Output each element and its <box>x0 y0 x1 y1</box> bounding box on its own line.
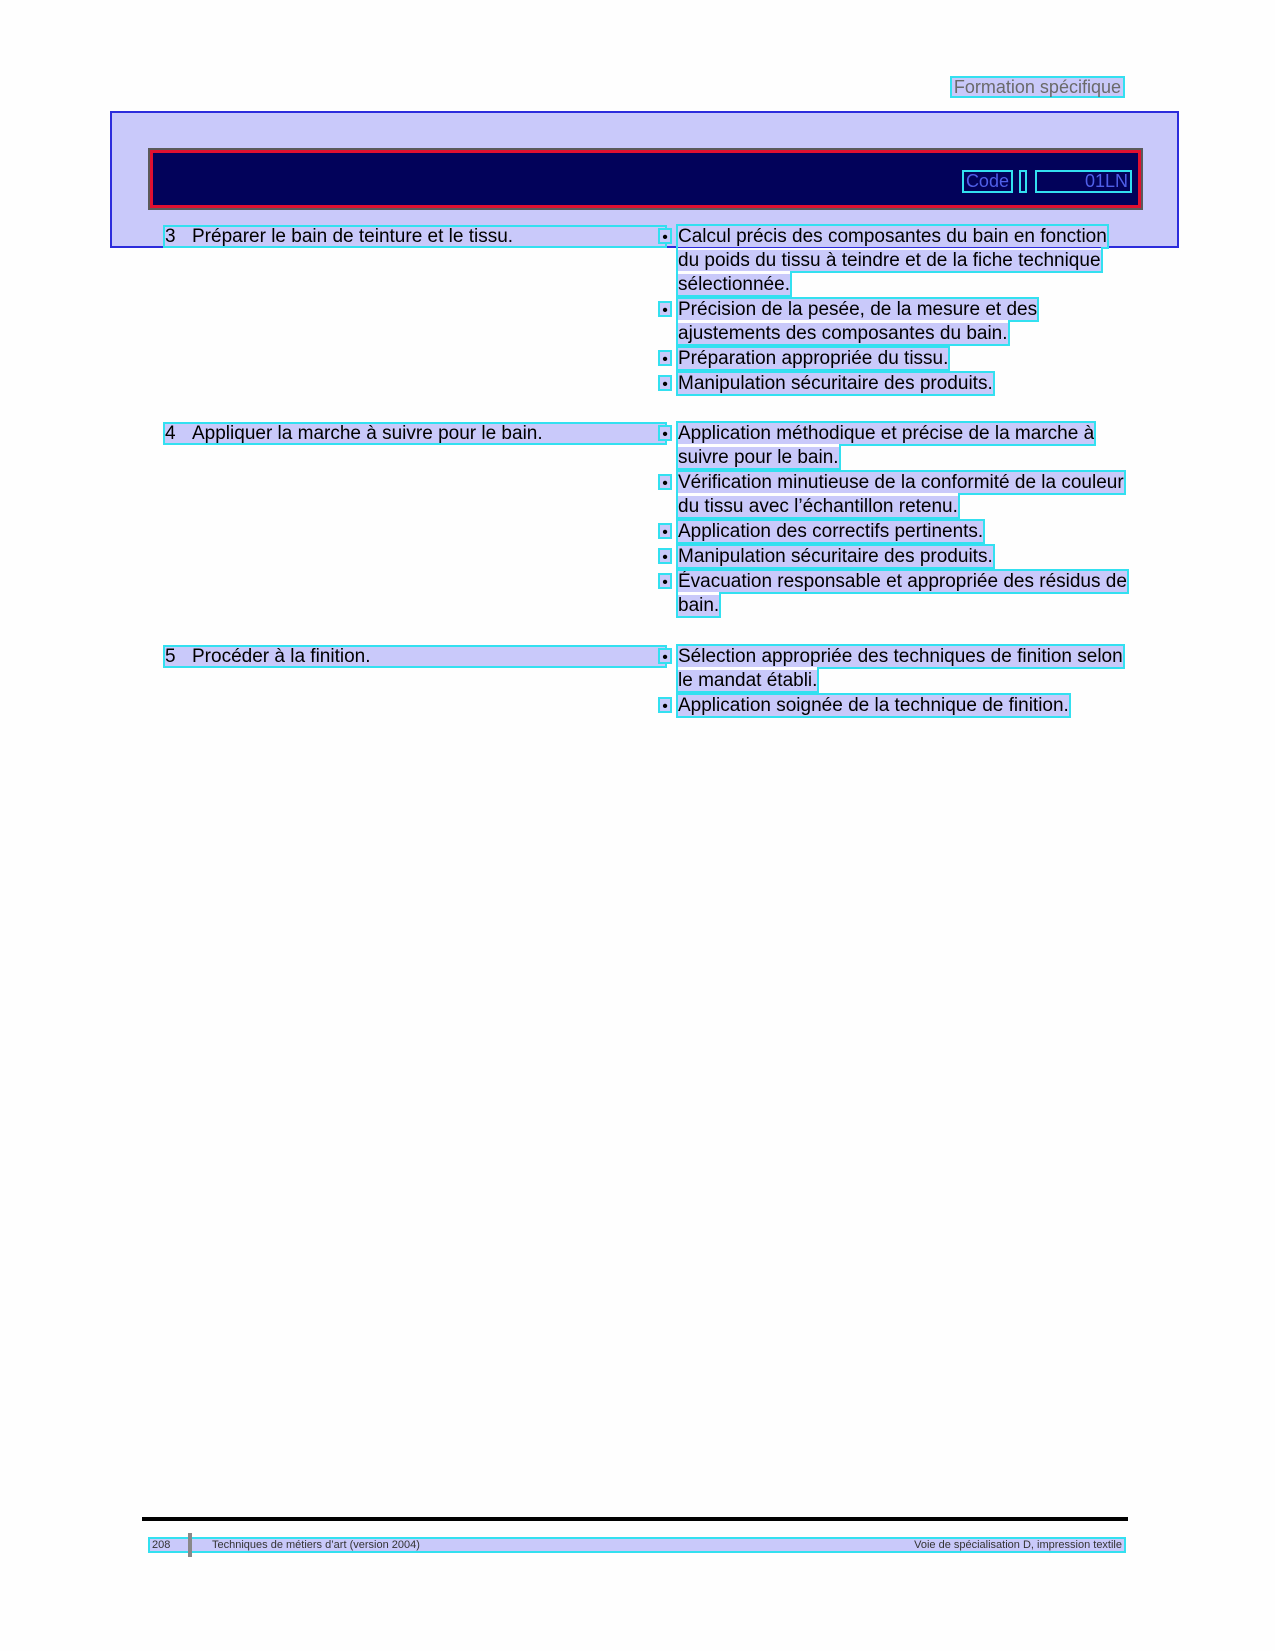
bullet-icon: • <box>658 523 672 539</box>
bullet-icon: • <box>658 375 672 391</box>
criterion-text: Calcul précis des composantes du bain en fonction du poids du tissu à teindre et de la fiche technique sélectionnée. <box>678 226 1107 295</box>
footer-doc-title: Techniques de métiers d’art (version 2004) <box>212 1539 420 1551</box>
bullet-icon: • <box>658 228 672 244</box>
footer-rule <box>142 1517 1128 1521</box>
step-text: Appliquer la marche à suivre pour le bain. <box>192 423 543 444</box>
criterion-item <box>658 347 1128 371</box>
criterion-item <box>658 545 1128 569</box>
bullet-icon: • <box>658 425 672 441</box>
footer-track-title: Voie de spécialisation D, impression textile <box>914 1539 1122 1551</box>
criterion-item <box>658 520 1128 544</box>
bullet-icon: • <box>658 573 672 589</box>
bullet-icon: • <box>658 548 672 564</box>
criterion-item <box>658 298 1128 346</box>
criterion-text: Évacuation responsable et appropriée des résidus de bain. <box>678 571 1127 616</box>
bullet-icon: • <box>658 350 672 366</box>
section-header: Formation spécifique <box>950 76 1125 98</box>
criterion-text: Précision de la pesée, de la mesure et des ajustements des composantes du bain. <box>678 299 1038 344</box>
bullet-icon: • <box>658 474 672 490</box>
criterion-item <box>658 645 1128 693</box>
competency-code <box>962 170 1132 193</box>
criterion-item <box>658 225 1128 297</box>
step-number: 3 <box>165 226 176 247</box>
step-number: 5 <box>165 646 176 667</box>
criterion-item <box>658 422 1128 470</box>
criterion-item <box>658 372 1128 396</box>
step-4-label <box>163 422 667 445</box>
bullet-icon: • <box>658 697 672 713</box>
criterion-text: Application méthodique et précise de la marche à suivre pour le bain. <box>678 423 1095 468</box>
step-4-criteria <box>658 422 1128 619</box>
code-label: Code <box>962 170 1013 193</box>
criterion-text: Manipulation sécuritaire des produits. <box>678 546 993 567</box>
criterion-text: Préparation appropriée du tissu. <box>678 348 949 369</box>
code-separator <box>1019 170 1027 193</box>
bullet-icon: • <box>658 301 672 317</box>
criterion-text: Sélection appropriée des techniques de finition selon le mandat établi. <box>678 646 1123 691</box>
criterion-item <box>658 694 1128 718</box>
step-text: Préparer le bain de teinture et le tissu. <box>192 226 514 247</box>
footer-separator <box>188 1533 192 1557</box>
page-number: 208 <box>152 1539 171 1551</box>
criterion-text: Application soignée de la technique de finition. <box>678 695 1069 716</box>
step-5-label <box>163 645 667 668</box>
criterion-item <box>658 570 1128 618</box>
step-5-criteria <box>658 645 1128 719</box>
code-value: 01LN <box>1035 170 1132 193</box>
page-footer <box>148 1537 1126 1553</box>
step-text: Procéder à la finition. <box>192 646 371 667</box>
criterion-item <box>658 471 1128 519</box>
bullet-icon: • <box>658 648 672 664</box>
criterion-text: Manipulation sécuritaire des produits. <box>678 373 993 394</box>
step-number: 4 <box>165 423 176 444</box>
criterion-text: Application des correctifs pertinents. <box>678 521 984 542</box>
criterion-text: Vérification minutieuse de la conformité de la couleur du tissu avec l’échantillon retenu. <box>678 472 1124 517</box>
competency-title-bar <box>150 150 1141 208</box>
step-3-label <box>163 225 667 248</box>
step-3-criteria <box>658 225 1128 397</box>
